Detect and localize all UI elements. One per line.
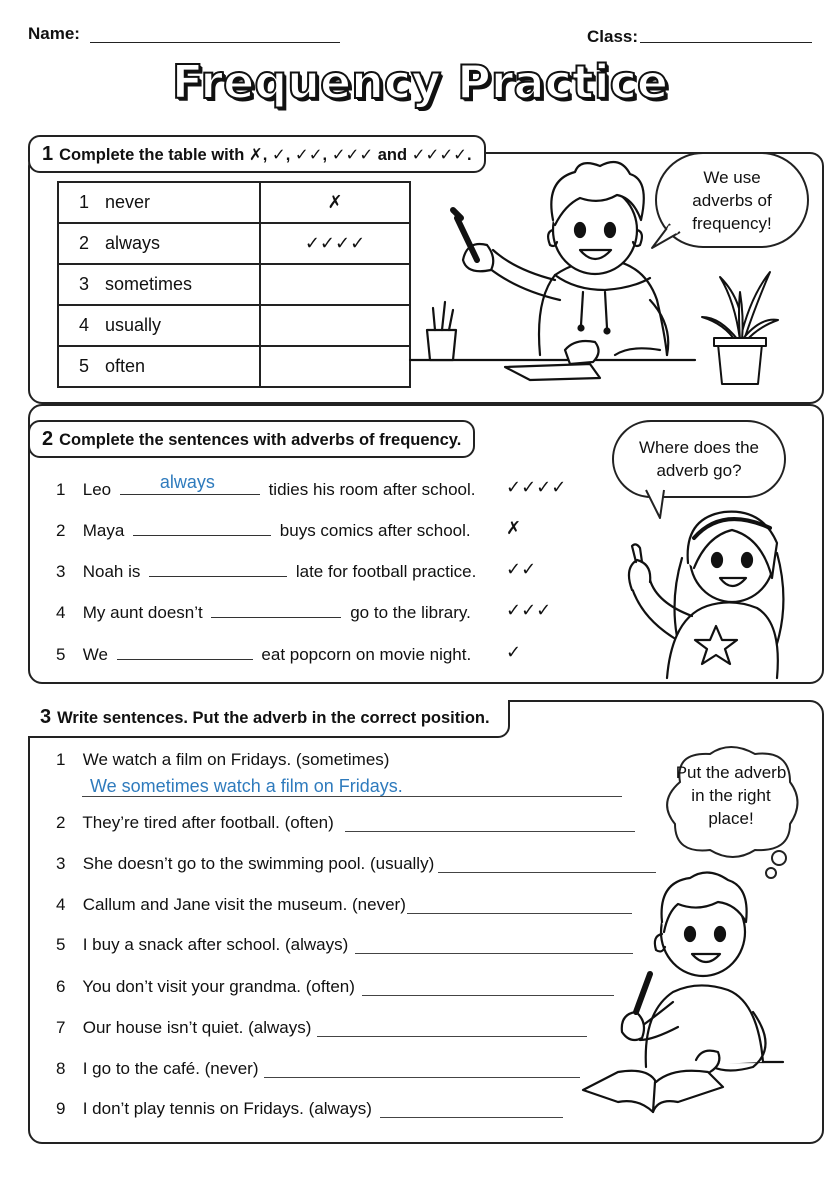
row-number: 3 (56, 562, 66, 581)
row-number: 4 (56, 603, 66, 622)
list-item (56, 1018, 311, 1038)
list-item (56, 601, 471, 623)
row-number: 4 (79, 315, 90, 335)
speech-bubble-1-text: We use adverbs of frequency! (692, 167, 772, 233)
list-item (56, 977, 355, 997)
prompt-text: They’re tired after football. (often) (82, 813, 334, 832)
sentence-end: late for football practice. (295, 562, 477, 581)
girl-pointing-illustration (612, 498, 792, 680)
row-number: 2 (56, 813, 66, 832)
prompt-text: She doesn’t go to the swimming pool. (usually) (82, 854, 435, 873)
answer-blank[interactable] (120, 472, 260, 495)
section-1-number: 1 (42, 143, 54, 165)
list-item (56, 935, 348, 955)
thought-bubble (672, 758, 790, 832)
prompt-text: I buy a snack after school. (always) (82, 935, 349, 954)
mark-cell[interactable]: ✗ (260, 182, 410, 223)
adverb-word: often (105, 356, 146, 376)
row-number: 3 (79, 274, 90, 294)
frequency-ticks: ✓✓✓ (506, 600, 552, 621)
answer-blank[interactable] (133, 519, 271, 536)
speech-bubble-1-tail (648, 222, 688, 252)
section-3-heading (40, 706, 490, 729)
row-number: 2 (56, 521, 66, 540)
sentence-start: We (82, 645, 108, 664)
row-number: 2 (79, 233, 90, 253)
prompt-text: I don’t play tennis on Fridays. (always) (82, 1099, 372, 1118)
list-item (56, 1059, 259, 1079)
row-number: 6 (56, 977, 66, 996)
section-3-number: 3 (40, 706, 52, 728)
section-2-heading (28, 420, 475, 458)
answer-line[interactable] (380, 1117, 563, 1118)
list-item (56, 895, 406, 915)
sentence-end: eat popcorn on movie night. (261, 645, 472, 664)
row-number: 3 (56, 854, 66, 873)
section-1-instruction: Complete the table with ✗, ✓, ✓✓, ✓✓✓ and ✓✓✓✓. (59, 146, 472, 164)
prompt-text: We watch a film on Fridays. (sometimes) (82, 750, 390, 769)
frequency-ticks: ✓✓✓✓ (506, 477, 567, 498)
frequency-ticks: ✗ (506, 518, 522, 539)
answer-line[interactable] (317, 1036, 587, 1037)
row-number: 1 (56, 750, 66, 769)
row-number: 1 (79, 192, 90, 212)
table-row (58, 223, 410, 264)
adverb-word: sometimes (105, 274, 193, 294)
row-number: 9 (56, 1099, 66, 1118)
table-row (58, 182, 410, 223)
sentence-end: buys comics after school. (279, 521, 471, 540)
answer-blank[interactable] (117, 643, 253, 660)
list-item (56, 854, 434, 874)
table-row (58, 305, 410, 346)
adverb-word: usually (105, 315, 162, 335)
example-answer: We sometimes watch a film on Fridays. (90, 776, 403, 796)
row-number: 5 (56, 935, 66, 954)
mark-cell[interactable]: ✓✓✓✓ (260, 223, 410, 264)
adverb-word: never (105, 192, 151, 212)
prompt-text: Callum and Jane visit the museum. (never) (82, 895, 406, 914)
name-field[interactable] (90, 42, 340, 43)
mark-cell[interactable] (260, 264, 410, 305)
sentence-start: Noah is (82, 562, 141, 581)
row-number: 1 (56, 480, 66, 499)
row-number: 8 (56, 1059, 66, 1078)
answer-blank[interactable] (149, 560, 287, 577)
speech-bubble-2-text: Where does the adverb go? (638, 438, 759, 480)
prompt-text: Our house isn’t quiet. (always) (82, 1018, 312, 1037)
row-number: 7 (56, 1018, 66, 1037)
list-item (56, 472, 476, 500)
answer-blank[interactable] (211, 601, 341, 618)
sentence-end: tidies his room after school. (268, 480, 476, 499)
row-number: 5 (79, 356, 90, 376)
answer-line[interactable] (345, 831, 635, 832)
section-2-instruction: Complete the sentences with adverbs of frequency. (59, 431, 462, 449)
mark-cell[interactable] (260, 346, 410, 387)
list-item (56, 813, 334, 833)
sentence-end: go to the library. (350, 603, 471, 622)
thought-bubble-text: Put the adverb in the right place! (675, 762, 787, 828)
table-row (58, 264, 410, 305)
sentence-start: Maya (82, 521, 125, 540)
row-number: 4 (56, 895, 66, 914)
class-label: Class: (587, 27, 639, 46)
speech-bubble-2 (612, 420, 786, 498)
prompt-text: I go to the café. (never) (82, 1059, 259, 1078)
sentence-start: My aunt doesn’t (82, 603, 203, 622)
mark-cell[interactable] (260, 305, 410, 346)
prompt-text: You don’t visit your grandma. (often) (82, 977, 355, 996)
list-item (56, 1099, 372, 1119)
plant-icon (700, 262, 780, 390)
section-2-number: 2 (42, 428, 54, 450)
section-3-instruction: Write sentences. Put the adverb in the correct position. (57, 709, 490, 727)
table-row (58, 346, 410, 387)
answer-line[interactable] (362, 995, 614, 996)
list-item (56, 560, 476, 582)
frequency-ticks: ✓ (506, 642, 522, 663)
boy-writing-illustration (578, 862, 788, 1124)
class-field[interactable] (640, 42, 812, 43)
sentence-start: Leo (82, 480, 112, 499)
name-label: Name: (28, 24, 80, 43)
list-item (56, 519, 471, 541)
frequency-table (57, 181, 411, 388)
list-item (56, 750, 389, 770)
page-title: Frequency Practice (171, 55, 669, 109)
row-number: 5 (56, 645, 66, 664)
frequency-ticks: ✓✓ (506, 559, 537, 580)
adverb-word: always (105, 233, 161, 253)
answer-text: always (159, 472, 215, 492)
list-item (56, 643, 471, 665)
answer-line[interactable] (264, 1077, 580, 1078)
